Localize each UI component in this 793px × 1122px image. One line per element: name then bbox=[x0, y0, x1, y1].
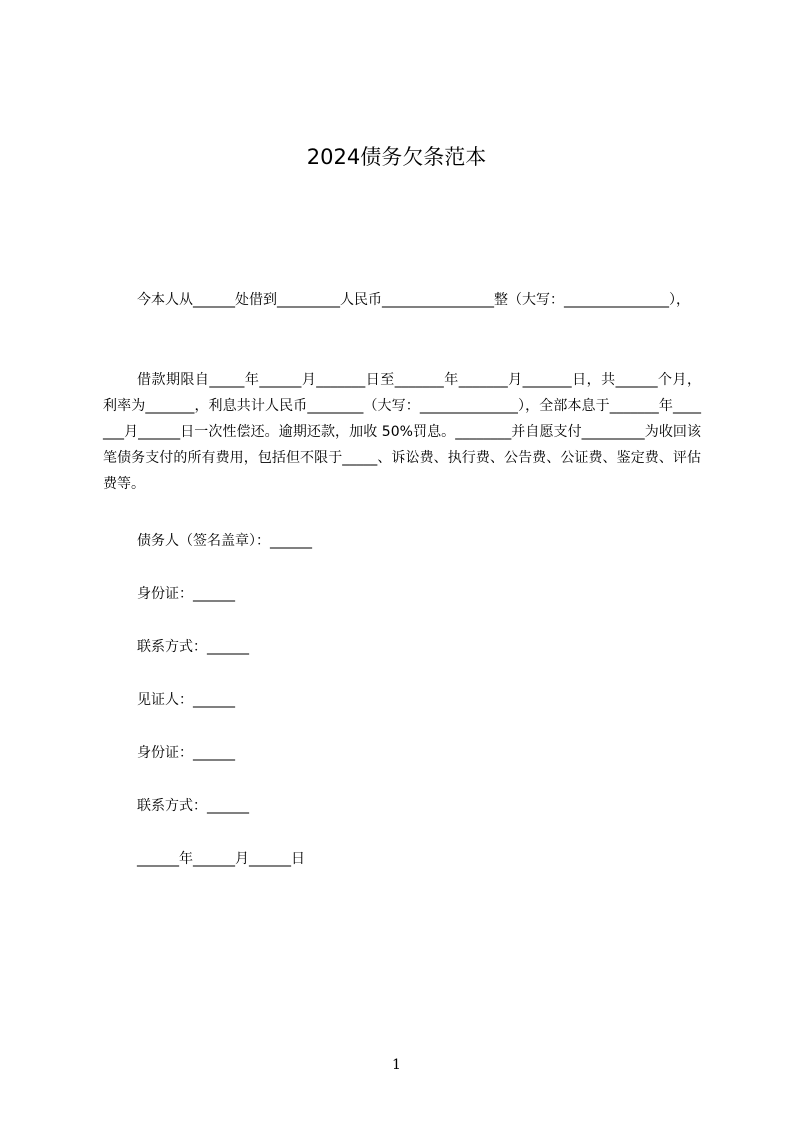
page-number: 1 bbox=[392, 1057, 401, 1073]
loan-amount-paragraph: 今本人从______处借到_________人民币________________整（大写：_______________）， bbox=[137, 292, 690, 308]
witness-field: 见证人：______ bbox=[137, 692, 235, 708]
witness-id-field: 身份证：______ bbox=[137, 745, 235, 761]
witness-contact-field: 联系方式：______ bbox=[137, 798, 249, 814]
loan-terms-paragraph: 借款期限自_____年______月_______日至_______年_______月_______日，共______个月，利率为_______，利息共计人民币________（大写：______________），全部本息于_______年_______月______日一次性偿还。逾期还款，加收 50%罚息。________并自愿支付_________为收回该笔债务支付的所有费用，包括但不限于_____、诉讼费、执行费、公告费、公证费、鉴定费、评估费等。 bbox=[103, 372, 701, 492]
date-field: ______年______月______日 bbox=[137, 851, 305, 867]
debtor-signature-field: 债务人（签名盖章）：______ bbox=[137, 533, 312, 549]
debtor-contact-field: 联系方式：______ bbox=[137, 639, 249, 655]
debtor-id-field: 身份证：______ bbox=[137, 586, 235, 602]
document-title: 2024债务欠条范本 bbox=[306, 145, 487, 169]
